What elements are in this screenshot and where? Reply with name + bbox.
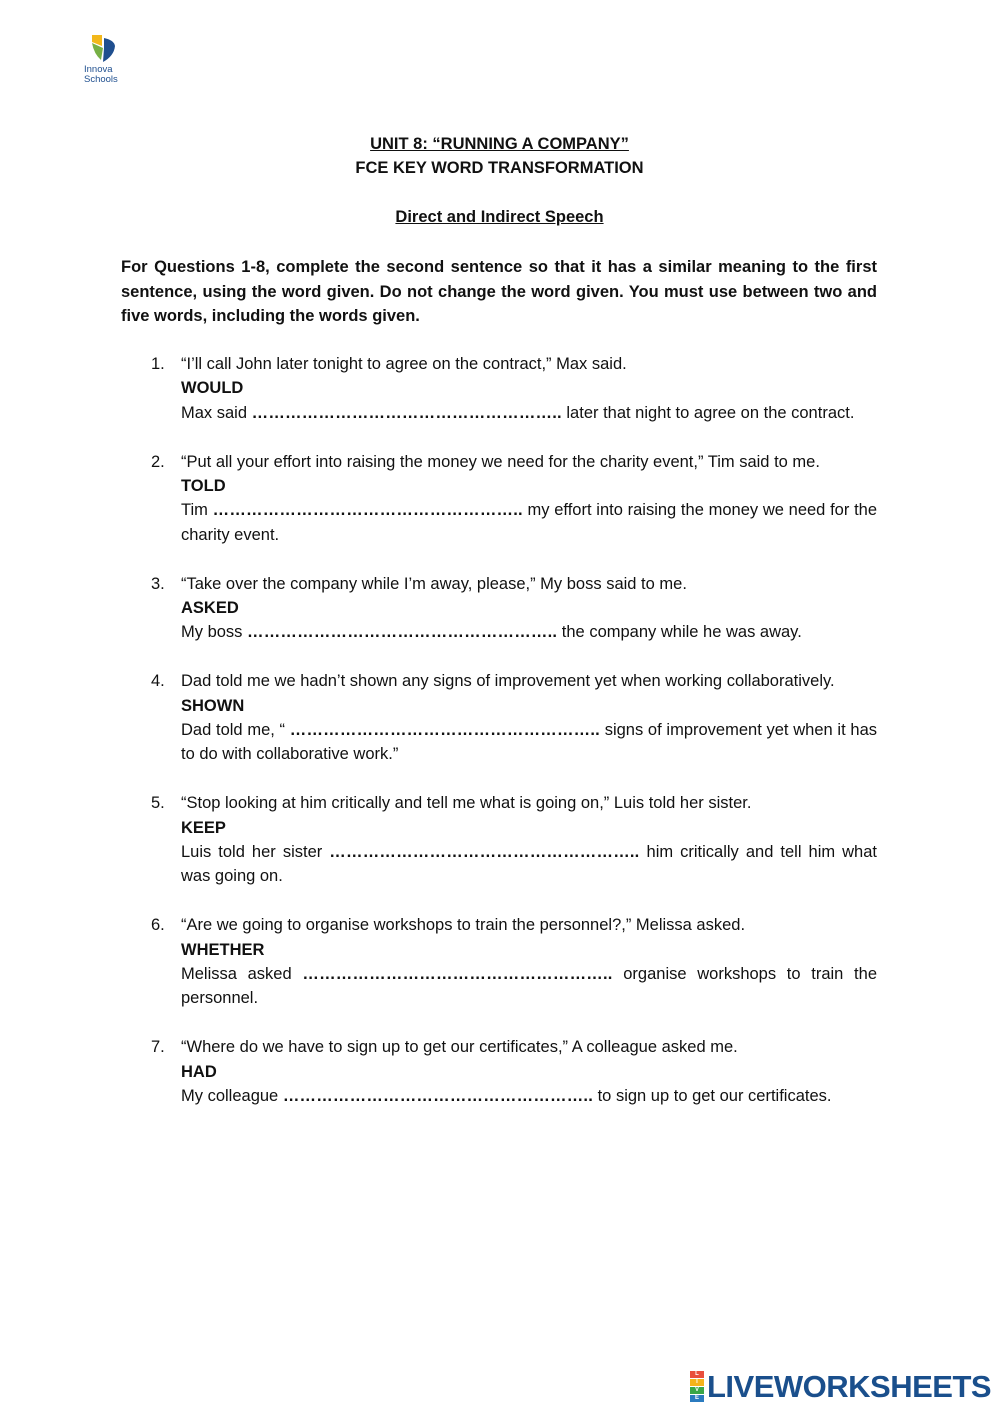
answer-blank[interactable]: ……………………………………………….. xyxy=(251,403,562,422)
question-keyword: ASKED xyxy=(181,599,239,618)
answer-blank[interactable]: ……………………………………………….. xyxy=(282,1087,593,1106)
question-number: 1. xyxy=(151,355,165,373)
answer-prefix: My boss xyxy=(181,623,243,642)
logo-blue-shape xyxy=(103,38,115,62)
question-number: 3. xyxy=(151,574,165,593)
answer-suffix: organise workshops to train the personnel. xyxy=(181,965,877,1008)
question-1 xyxy=(121,352,877,425)
answer-prefix: Melissa asked xyxy=(181,965,292,984)
question-quote: “I’ll call John later tonight to agree on the contract,” Max said. xyxy=(181,355,627,373)
subtitle: FCE KEY WORD TRANSFORMATION xyxy=(355,159,644,177)
answer-blank[interactable]: ……………………………………………….. xyxy=(302,965,613,984)
liveworksheets-brand xyxy=(690,1369,992,1404)
answer-blank[interactable]: ……………………………………………….. xyxy=(329,843,640,862)
question-number: 7. xyxy=(151,1038,165,1057)
question-keyword: WOULD xyxy=(181,379,244,398)
question-quote: “Are we going to organise workshops to train the personnel?,” Melissa asked. xyxy=(181,916,746,935)
answer-sentence xyxy=(181,718,877,767)
question-5 xyxy=(121,791,877,889)
question-4 xyxy=(121,669,877,767)
question-number: 2. xyxy=(151,452,165,471)
question-3 xyxy=(121,572,877,645)
question-number: 4. xyxy=(151,672,165,691)
question-keyword: KEEP xyxy=(181,818,226,837)
question-7 xyxy=(121,1035,877,1108)
answer-prefix: Dad told me, “ xyxy=(181,721,286,740)
question-keyword: SHOWN xyxy=(181,696,245,715)
section-title: Direct and Indirect Speech xyxy=(395,208,604,226)
question-2 xyxy=(121,450,877,548)
answer-prefix: Max said xyxy=(181,403,248,422)
question-quote: “Stop looking at him critically and tell me what is going on,” Luis told her sister. xyxy=(181,794,752,813)
question-quote: “Take over the company while I’m away, please,” My boss said to me. xyxy=(181,574,687,593)
mark-letter: E xyxy=(690,1395,704,1402)
answer-suffix: him critically and tell him what was going on. xyxy=(181,843,877,886)
liveworksheets-mark-icon xyxy=(690,1371,704,1403)
answer-suffix: later that night to agree on the contract. xyxy=(566,403,855,422)
question-keyword: TOLD xyxy=(181,477,226,496)
question-quote: Dad told me we hadn’t shown any signs of improvement yet when working collaboratively. xyxy=(181,672,835,691)
answer-suffix: to sign up to get our certificates. xyxy=(597,1087,832,1106)
question-6 xyxy=(121,913,877,1011)
question-keyword: WHETHER xyxy=(181,940,265,959)
answer-sentence xyxy=(181,401,877,425)
shield-logo-icon xyxy=(84,32,134,66)
answer-suffix: the company while he was away. xyxy=(561,623,802,642)
answer-blank[interactable]: ……………………………………………….. xyxy=(247,623,558,642)
logo-text xyxy=(84,65,134,85)
logo-text-line1: Innova xyxy=(84,64,113,75)
logo-text-line2: Schools xyxy=(84,74,118,85)
unit-title: UNIT 8: “RUNNING A COMPANY” xyxy=(370,135,629,153)
question-keyword: HAD xyxy=(181,1062,217,1081)
answer-suffix: my effort into raising the money we need for the charity event. xyxy=(181,501,878,544)
answer-sentence xyxy=(181,840,877,889)
mark-letter: V xyxy=(690,1387,704,1394)
answer-blank[interactable]: ……………………………………………….. xyxy=(289,721,600,740)
mark-letter: I xyxy=(690,1379,704,1386)
answer-prefix: Luis told her sister xyxy=(181,843,323,862)
question-number: 5. xyxy=(151,794,165,813)
answer-prefix: My colleague xyxy=(181,1087,279,1106)
answer-suffix: signs of improvement yet when it has to do with collaborative work.” xyxy=(181,721,877,764)
answer-sentence xyxy=(181,620,877,644)
innova-schools-logo xyxy=(84,32,134,88)
instructions: For Questions 1-8, complete the second sentence so that it has a similar meaning to the first sentence, using the word given. Do not change the word given. You must use between two and five words, including the words given. xyxy=(121,258,877,325)
liveworksheets-wordmark: LIVEWORKSHEETS xyxy=(707,1369,992,1404)
question-quote: “Where do we have to sign up to get our certificates,” A colleague asked me. xyxy=(181,1038,738,1057)
answer-prefix: Tim xyxy=(181,501,208,520)
mark-letter: L xyxy=(690,1371,704,1378)
answer-sentence xyxy=(181,1084,877,1108)
question-list xyxy=(121,352,877,1133)
answer-sentence xyxy=(181,498,877,547)
question-number: 6. xyxy=(151,916,165,935)
answer-blank[interactable]: ……………………………………………….. xyxy=(212,501,523,520)
answer-sentence xyxy=(181,962,877,1011)
question-quote: “Put all your effort into raising the money we need for the charity event,” Tim said to me. xyxy=(181,452,820,471)
